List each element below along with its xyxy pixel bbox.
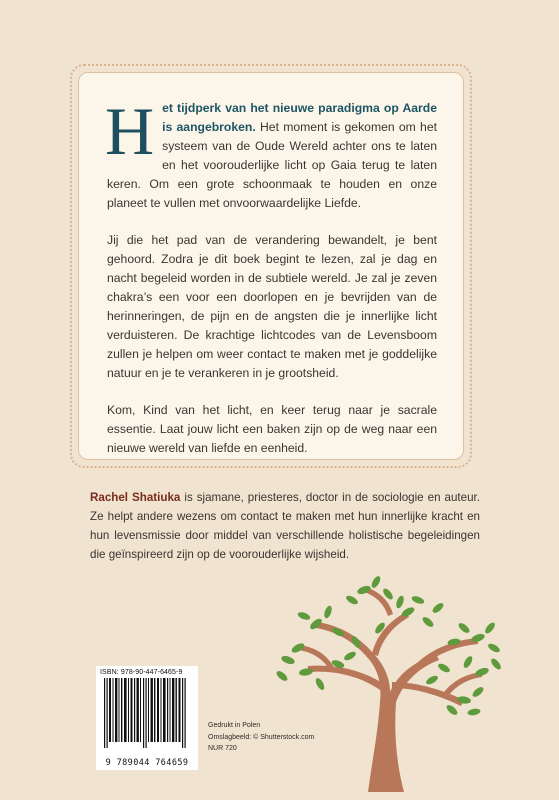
author-bio-text: is sjamane, priesteres, doctor in de sociologie en auteur. Ze helpt andere wezens om contact te maken met hun innerlijke kracht en hun levensmissie door middel van verschillende holistische begeleidingen die geïnspireerd zijn op de voorouderlijke wijsheid.: [90, 491, 480, 561]
blurb-frame: [70, 64, 472, 468]
author-name: Rachel Shatiuka: [90, 491, 181, 504]
blurb-paragraph-2: Jij die het pad van de verandering bewandelt, je bent gehoord. Zodra je dit boek begint te lezen, zal je dag en nacht begeleid worden in de subtiele wereld. Je zal je zeven chakra’s een voor een doorlopen en je bevrijden van de herinneringen, de pijn en de angsten die je innerlijke licht verduisteren. De krachtige lichtcodes van de Levensboom zullen je helpen om weer contact te maken met je goddelijke natuur en je te verankeren in je grootsheid.: [107, 233, 437, 380]
blurb-paragraph-3: Kom, Kind van het licht, en keer terug naar je sacrale essentie. Laat jouw licht een baken zijn op de weg naar een nieuwe wereld van liefde en eenheid.: [107, 403, 437, 455]
nur-code: NUR 720: [208, 745, 237, 752]
blurb-paragraph-1-rest: Het moment is gekomen om het systeem van de Oude Wereld achter ons te laten en het voorouderlijke licht op Gaia terug te laten keren. Om een grote schoonmaak te houden en onze planeet te vullen met onvoorwaardelijke Liefde.: [107, 120, 437, 210]
barcode: [100, 678, 194, 756]
barcode-box: [96, 666, 198, 770]
drop-cap: H: [105, 93, 155, 169]
tree-illustration: [268, 572, 508, 792]
blurb-lead: et tijdperk van het nieuwe paradigma op Aarde is aangebroken.: [162, 101, 437, 134]
blurb-paragraph-1: [105, 93, 437, 213]
print-credits: [208, 720, 314, 755]
isbn-label: ISBN: 978-90-447-6465-9: [100, 669, 183, 676]
blurb-panel: [78, 72, 464, 460]
printed-in: Gedrukt in Polen: [208, 722, 261, 729]
cover-image-credit: Omslagbeeld: © Shutterstock.com: [208, 733, 315, 741]
author-bio: [90, 488, 480, 564]
barcode-digits: 9 789044 764659: [105, 758, 189, 768]
